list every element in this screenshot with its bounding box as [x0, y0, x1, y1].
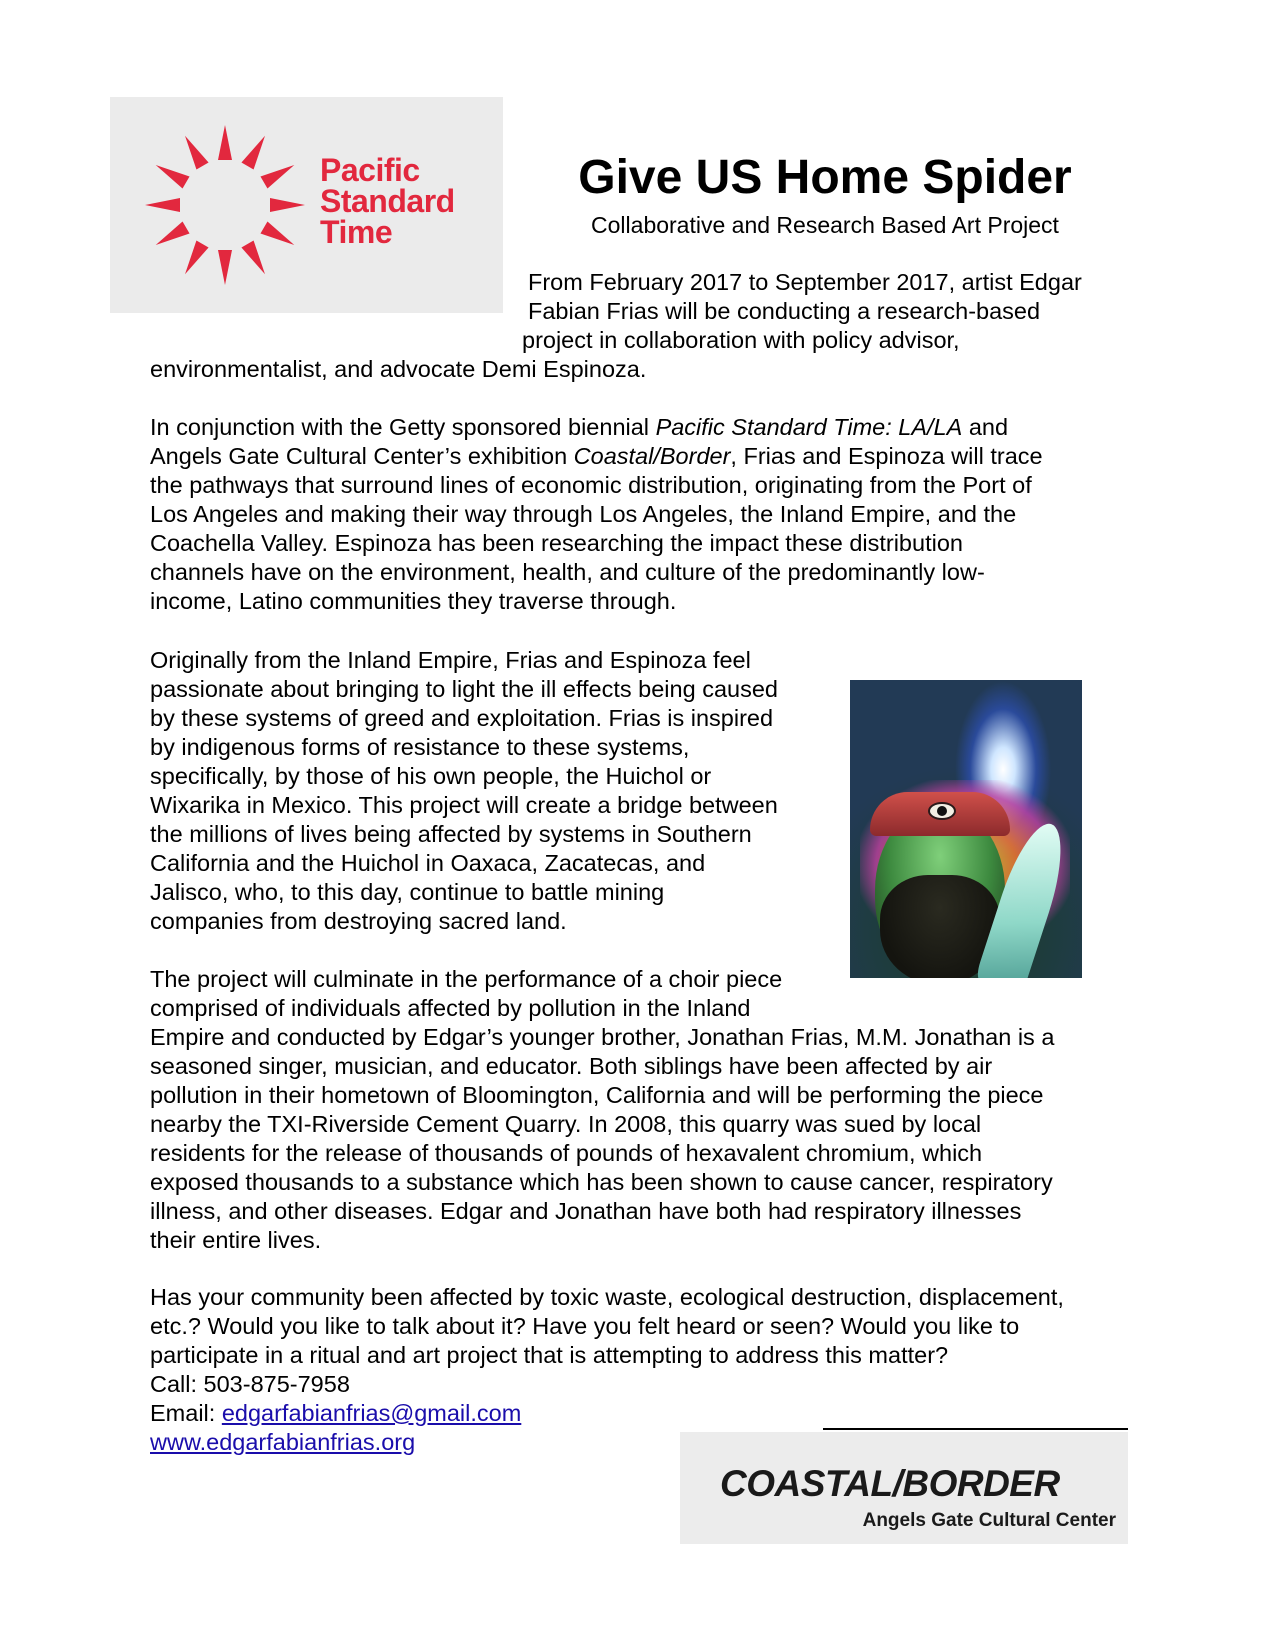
text-line: their entire lives. [150, 1227, 322, 1253]
email-line [150, 1399, 1064, 1428]
text-line: by these systems of greed and exploitation. Frias is inspired [150, 705, 774, 731]
phone-line: Call: 503-875-7958 [150, 1371, 350, 1397]
intro-line: From February 2017 to September 2017, artist Edgar [528, 269, 1082, 295]
cb-logo-subtitle: Angels Gate Cultural Center [862, 1510, 1116, 1531]
text-line [150, 413, 1043, 442]
email-link[interactable]: edgarfabianfrias@gmail.com [221, 1400, 522, 1426]
sunburst-icon [140, 120, 310, 290]
text-line: Has your community been affected by toxic waste, ecological destruction, displacement, [150, 1284, 1064, 1310]
text-line: participate in a ritual and art project that is attempting to address this matter? [150, 1342, 949, 1368]
text-line: illness, and other diseases. Edgar and Jonathan have both had respiratory illnesses [150, 1198, 1022, 1224]
text-span: In conjunction with the Getty sponsored biennial [150, 414, 656, 440]
text-span: and [962, 414, 1009, 440]
cb-logo-title: COASTAL/BORDER [720, 1463, 1060, 1504]
text-line: California and the Huichol in Oaxaca, Zacatecas, and [150, 850, 706, 876]
intro-line: environmentalist, and advocate Demi Espinoza. [150, 356, 647, 382]
email-label: Email: [150, 1400, 222, 1426]
artist-portrait-image [850, 680, 1082, 978]
text-span: Angels Gate Cultural Center’s exhibition [150, 443, 574, 469]
italic-title: Pacific Standard Time: LA/LA [655, 414, 963, 440]
text-line: the pathways that surround lines of economic distribution, originating from the Port of [150, 472, 1032, 498]
pst-logo-text [320, 152, 455, 250]
text-line: the millions of lives being affected by systems in Southern [150, 821, 752, 847]
website-link[interactable]: www.edgarfabianfrias.org [150, 1429, 416, 1455]
text-line: residents for the release of thousands of pounds of hexavalent chromium, which [150, 1140, 983, 1166]
text-line: Coachella Valley. Espinoza has been researching the impact these distribution [150, 530, 963, 556]
text-line: specifically, by those of his own people, the Huichol or [150, 763, 712, 789]
text-line: Jalisco, who, to this day, continue to battle mining [150, 879, 665, 905]
text-line: The project will culminate in the performance of a choir piece [150, 966, 783, 992]
paragraph-choir [150, 965, 1054, 1255]
text-line [150, 442, 1043, 471]
text-line: Los Angeles and making their way through Los Angeles, the Inland Empire, and the [150, 501, 1017, 527]
text-line: exposed thousands to a substance which has been shown to cause cancer, respiratory [150, 1169, 1053, 1195]
intro-line: Fabian Frias will be conducting a research-based [528, 298, 1041, 324]
text-line: etc.? Would you like to talk about it? Have you felt heard or seen? Would you like to [150, 1313, 1020, 1339]
text-span: , Frias and Espinoza will trace [730, 443, 1043, 469]
coastal-border-logo [680, 1432, 1128, 1544]
text-line: comprised of individuals affected by pollution in the Inland [150, 995, 751, 1021]
paragraph-call-to-action [150, 1283, 1064, 1457]
pacific-standard-time-logo [110, 97, 503, 313]
third-eye-icon [928, 802, 956, 820]
text-line: Wixarika in Mexico. This project will create a bridge between [150, 792, 778, 818]
pst-logo-line: Standard [320, 183, 455, 219]
pst-logo-line: Time [320, 214, 393, 250]
text-line: Originally from the Inland Empire, Frias and Espinoza feel [150, 647, 751, 673]
page-title: Give US Home Spider [578, 151, 1072, 204]
intro-line: project in collaboration with policy advisor, [522, 327, 960, 353]
paragraph-inland-empire [150, 646, 778, 936]
text-line: companies from destroying sacred land. [150, 908, 567, 934]
text-line: pollution in their hometown of Bloomington, California and will be performing the piece [150, 1082, 1044, 1108]
text-line: income, Latino communities they traverse through. [150, 588, 677, 614]
text-line: nearby the TXI-Riverside Cement Quarry. In 2008, this quarry was sued by local [150, 1111, 982, 1137]
italic-title: Coastal/Border [573, 443, 731, 469]
pst-logo-line: Pacific [320, 152, 420, 188]
divider-line [823, 1428, 1128, 1430]
text-line: by indigenous forms of resistance to these systems, [150, 734, 690, 760]
text-line: seasoned singer, musician, and educator. Both siblings have been affected by air [150, 1053, 993, 1079]
paragraph-getty [150, 413, 1043, 616]
text-line: Empire and conducted by Edgar’s younger brother, Jonathan Frias, M.M. Jonathan is a [150, 1024, 1055, 1050]
page-subtitle: Collaborative and Research Based Art Project [591, 212, 1059, 238]
text-line: channels have on the environment, health, and culture of the predominantly low- [150, 559, 985, 585]
text-line: passionate about bringing to light the ill effects being caused [150, 676, 778, 702]
